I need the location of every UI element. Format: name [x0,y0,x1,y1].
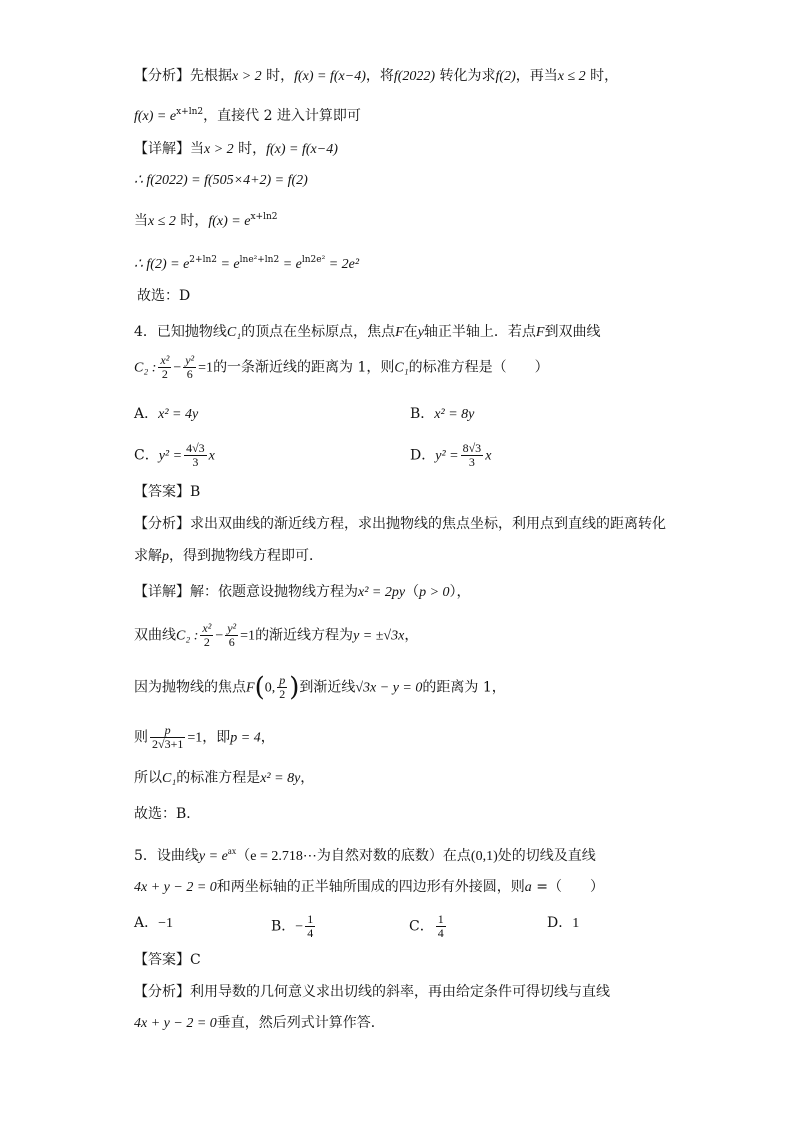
q5-answer-line: 【答案】C [134,952,201,968]
q5-analysis-line-1: 【分析】利用导数的几何意义求出切线的斜率，再由给定条件可得切线与直线 [134,984,610,1000]
q5-stem-line-2: 4x + y − 2 = 0和两坐标轴的正半轴所围成的四边形有外接圆，则a =（ ） [134,879,604,895]
fraction-y2-over-6: $\frac{\text{y²}}{6}$ [185,353,195,381]
q3-detail-line-4: ∴ $f(2) = e^{2+ln2} = e^{lne^2+ln2} = e^{ln2e^2} = 2e^2$ [134,255,360,272]
q4-stem-line-1: 4．已知抛物线C₁的顶点在坐标原点，焦点F在y轴正半轴上．若点F到双曲线 [134,324,601,340]
q4-analysis-line-1: 【分析】求出双曲线的渐近线方程，求出抛物线的焦点坐标，利用点到直线的距离转化 [134,516,666,532]
q5-option-c: C． $\frac{1}{4}$ [409,912,444,940]
q5-option-a: A．−1 [134,915,174,931]
q3-analysis-line-2: $f(x) = e^{x+ln2}$，直接代 2 进入计算即可 [134,107,361,124]
q4-option-d: D．y² = $\frac{8√3}{3}$ x [410,441,492,469]
q5-option-b: B．− $\frac{1}{4}$ [271,912,314,940]
q4-option-b: B．x² = 8y [410,406,475,422]
q5-option-d: D．1 [547,915,580,931]
q4-stem-line-2: C₂ : $\frac{\text{x²}}{2}$ − $\frac{\text{y²}}{6}$ =1的一条渐近线的距离为 1，则C₁的标准方程是（ ） [134,353,549,381]
q4-option-a: A．x² = 4y [134,406,199,422]
q5-stem-line-1: 5．设曲线$y = e^{ax}(e$ = 2.718⋯为自然对数的底数）在点(0,1)处的切线及直线 [134,846,596,864]
q4-detail-line-5: 所以C₁的标准方程是x² = 8y， [134,770,315,786]
q4-detail-line-4: 则 $\frac{p}{2√3+1}$ =1，即p = 4， [134,723,275,751]
analysis-tag: 【分析】 [134,68,190,84]
q5-analysis-line-2: 4x + y − 2 = 0垂直，然后列式计算作答． [134,1015,385,1031]
q3-detail-line-3: 当x ≤ 2 时，$f(x) = e^{x+ln2}$ [134,212,278,229]
q3-detail-line-2: ∴ f(2022) = f(505×4+2) = f(2) [134,173,308,188]
q4-detail-line-1: 【详解】解：依题意设抛物线方程为x² = 2py（p > 0）， [134,584,471,600]
q3-detail-line-1: 【详解】当x > 2 时，f(x) = f(x−4) [134,141,338,157]
q3-analysis-line-1: 【分析】先根据x > 2 时，f(x) = f(x−4)，将f(2022) 转化为求f(2)，再当x ≤ 2 时， [134,68,619,84]
q4-answer-line: 【答案】B [134,484,201,500]
q4-conclusion: 故选：B． [134,806,201,822]
q3-conclusion: 故选：D [137,288,191,304]
q4-detail-line-2: 双曲线C₂ : $\frac{\text{x²}}{2}$ − $\frac{\text{y²}}{6}$ =1的渐近线方程为y = ±√3x， [134,621,419,649]
answer-tag: 【答案】 [134,484,190,500]
detail-tag: 【详解】 [134,141,190,157]
fraction-x2-over-2: $\frac{\text{x²}}{2}$ [160,353,170,381]
q4-option-c: C．y² = $\frac{4√3}{3}$ x [134,441,215,469]
q4-detail-line-3: 因为抛物线的焦点F(0, $\frac{p}{2}$ )到渐近线√3x − y = 0的距离为 1， [134,672,506,703]
q4-analysis-line-2: 求解p，得到抛物线方程即可． [134,548,323,564]
